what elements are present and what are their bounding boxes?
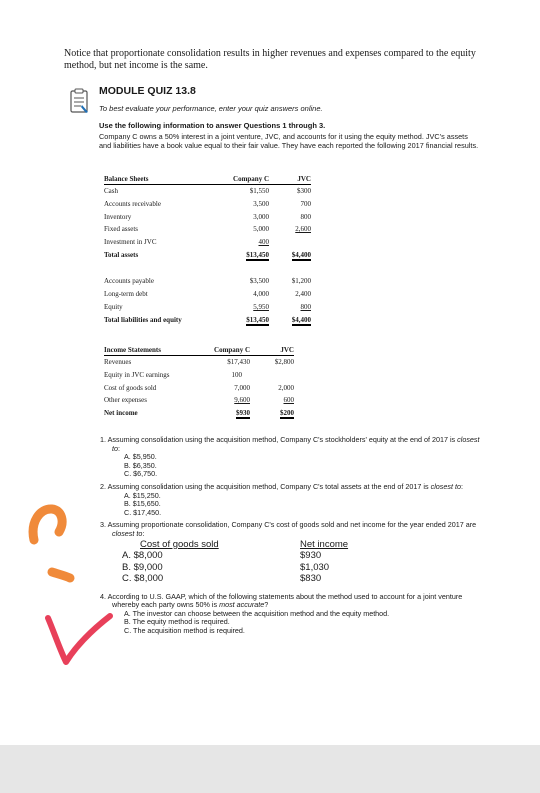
company-c-value: $3,500: [249, 277, 269, 286]
row-label: Fixed assets: [104, 225, 139, 234]
answer-grid: [100, 539, 480, 589]
questions-section: [100, 436, 480, 640]
answer-option: B. $9,000: [122, 561, 163, 573]
column-header: Company C: [194, 344, 250, 356]
net-income-value: $830: [300, 573, 322, 585]
table-row: [104, 369, 294, 382]
jvc-value: $2,800: [274, 358, 294, 367]
company-c-value: $1,550: [249, 187, 269, 196]
company-c-value: 4,000: [253, 290, 269, 299]
answer-option: C. $17,450.: [124, 507, 162, 517]
handwritten-checkmark: [44, 610, 114, 670]
company-description: Company C owns a 50% interest in a joint venture, JVC, and accounts for it using the equity method. JVC's assets and liabilities have a book value equal to their fair value. They have each reported the following 2017 financial results.: [99, 132, 479, 150]
company-c-value: 9,600: [234, 396, 250, 405]
jvc-value: [269, 236, 311, 249]
column-header: Balance Sheets: [104, 173, 204, 185]
row-label: Investment in JVC: [104, 238, 157, 247]
row-label: Long-term debt: [104, 290, 148, 299]
row-label: Equity in JVC earnings: [104, 371, 170, 380]
jvc-value: $4,400: [291, 250, 311, 259]
table-row: [104, 198, 311, 211]
spacer-row: [104, 261, 311, 275]
jvc-value: 800: [300, 302, 311, 311]
row-label: Accounts payable: [104, 277, 154, 286]
table-row: [104, 210, 311, 223]
company-c-value: 7,000: [234, 383, 250, 392]
intro-text: Notice that proportionate consolidation results in higher revenues and expenses compared to the equity method, but net income is the same.: [64, 48, 476, 71]
table-header-row: [104, 173, 311, 185]
question-stem: 3. Assuming proportionate consolidation, Company C's cost of goods sold and net income for the year ended 2017 are closest to:: [100, 520, 477, 538]
jvc-value: $4,400: [291, 315, 311, 324]
answer-option: B. $15,650.: [124, 499, 161, 509]
table-row: [104, 236, 311, 249]
column-header: JVC: [269, 173, 311, 185]
net-income-column: [300, 539, 348, 585]
balance-sheet-table: [104, 173, 311, 326]
jvc-value: 600: [283, 396, 294, 405]
answer-option: B. The equity method is required.: [124, 617, 230, 627]
company-c-value: 5,000: [253, 225, 269, 234]
question-2: [100, 483, 480, 517]
company-c-value: $13,450: [246, 315, 269, 324]
quiz-notepad-icon: [69, 88, 89, 114]
question-stem: 1. Assuming consolidation using the acquisition method, Company C's stockholders' equity at the end of 2017 is closest to:: [100, 435, 480, 453]
jvc-value: 700: [300, 200, 311, 209]
jvc-value: $1,200: [291, 277, 311, 286]
quiz-subtitle: To best evaluate your performance, enter your quiz answers online.: [99, 104, 323, 113]
company-c-value: $930: [236, 409, 250, 418]
jvc-value: 2,000: [278, 383, 294, 392]
cogs-header: Cost of goods sold: [140, 538, 219, 550]
column-header: Company C: [204, 173, 269, 185]
table-row: [104, 288, 311, 301]
row-label: Cash: [104, 187, 118, 196]
company-c-value: $17,430: [227, 358, 250, 367]
row-label: Net income: [104, 409, 138, 418]
answer-option: C. The acquisition method is required.: [124, 625, 245, 635]
table-row: [104, 185, 311, 198]
table-row-total: [104, 407, 294, 420]
row-label: Equity: [104, 302, 123, 311]
company-c-value: 5,950: [253, 302, 269, 311]
answer-option: A. The investor can choose between the acquisition method and the equity method.: [124, 608, 390, 618]
row-label: Revenues: [104, 358, 132, 367]
table-header-row: [104, 344, 294, 356]
jvc-value: 2,600: [295, 225, 311, 234]
row-label: Total liabilities and equity: [104, 315, 182, 324]
company-c-value: 400: [258, 238, 269, 247]
question-4: [100, 593, 480, 636]
question-stem: 2. Assuming consolidation using the acquisition method, Company C's total assets at the end of 2017 is closest to:: [100, 481, 463, 491]
column-header: Income Statements: [104, 344, 194, 356]
answer-option: C. $8,000: [122, 573, 164, 585]
column-header: JVC: [250, 344, 294, 356]
question-stem: 4. According to U.S. GAAP, which of the following statements about the method used to account for a joint venture whereby each party owns 50% is most accurate?: [100, 591, 463, 610]
answer-option: A. $15,250.: [124, 490, 161, 500]
income-statement-table: [104, 344, 294, 419]
cogs-column: [122, 539, 219, 585]
table-row: [104, 223, 311, 236]
company-c-value: $13,450: [246, 250, 269, 259]
quiz-title: MODULE QUIZ 13.8: [99, 85, 196, 97]
jvc-value: 800: [300, 212, 311, 221]
row-label: Cost of goods sold: [104, 383, 157, 392]
company-c-value: 3,000: [253, 212, 269, 221]
table-row-total: [104, 248, 311, 261]
answer-option: A. $5,950.: [124, 452, 157, 462]
row-label: Inventory: [104, 212, 132, 221]
row-label: Other expenses: [104, 396, 147, 405]
table-row-total: [104, 313, 311, 326]
jvc-value: [250, 369, 294, 382]
table-row: [104, 275, 311, 288]
net-income-header: Net income: [300, 538, 349, 550]
question-3: [100, 521, 480, 588]
table-row: [104, 356, 294, 369]
jvc-value: $200: [280, 409, 294, 418]
jvc-value: $300: [297, 187, 311, 196]
handwritten-question-mark: [22, 500, 82, 595]
table-row: [104, 381, 294, 394]
row-label: Total assets: [104, 250, 139, 259]
answer-option: C. $6,750.: [124, 469, 158, 479]
table-row: [104, 394, 294, 407]
instructions-line: Use the following information to answer Questions 1 through 3.: [99, 121, 326, 130]
table-row: [104, 301, 311, 314]
company-c-value: 3,500: [253, 200, 269, 209]
row-label: Accounts receivable: [104, 200, 161, 209]
question-1: [100, 436, 480, 479]
net-income-value: $1,030: [300, 561, 330, 573]
answer-option: A. $8,000: [122, 550, 163, 562]
jvc-value: 2,400: [295, 290, 311, 299]
answer-option: B. $6,350.: [124, 460, 157, 470]
company-c-value: 100: [231, 371, 242, 380]
net-income-value: $930: [300, 550, 322, 562]
